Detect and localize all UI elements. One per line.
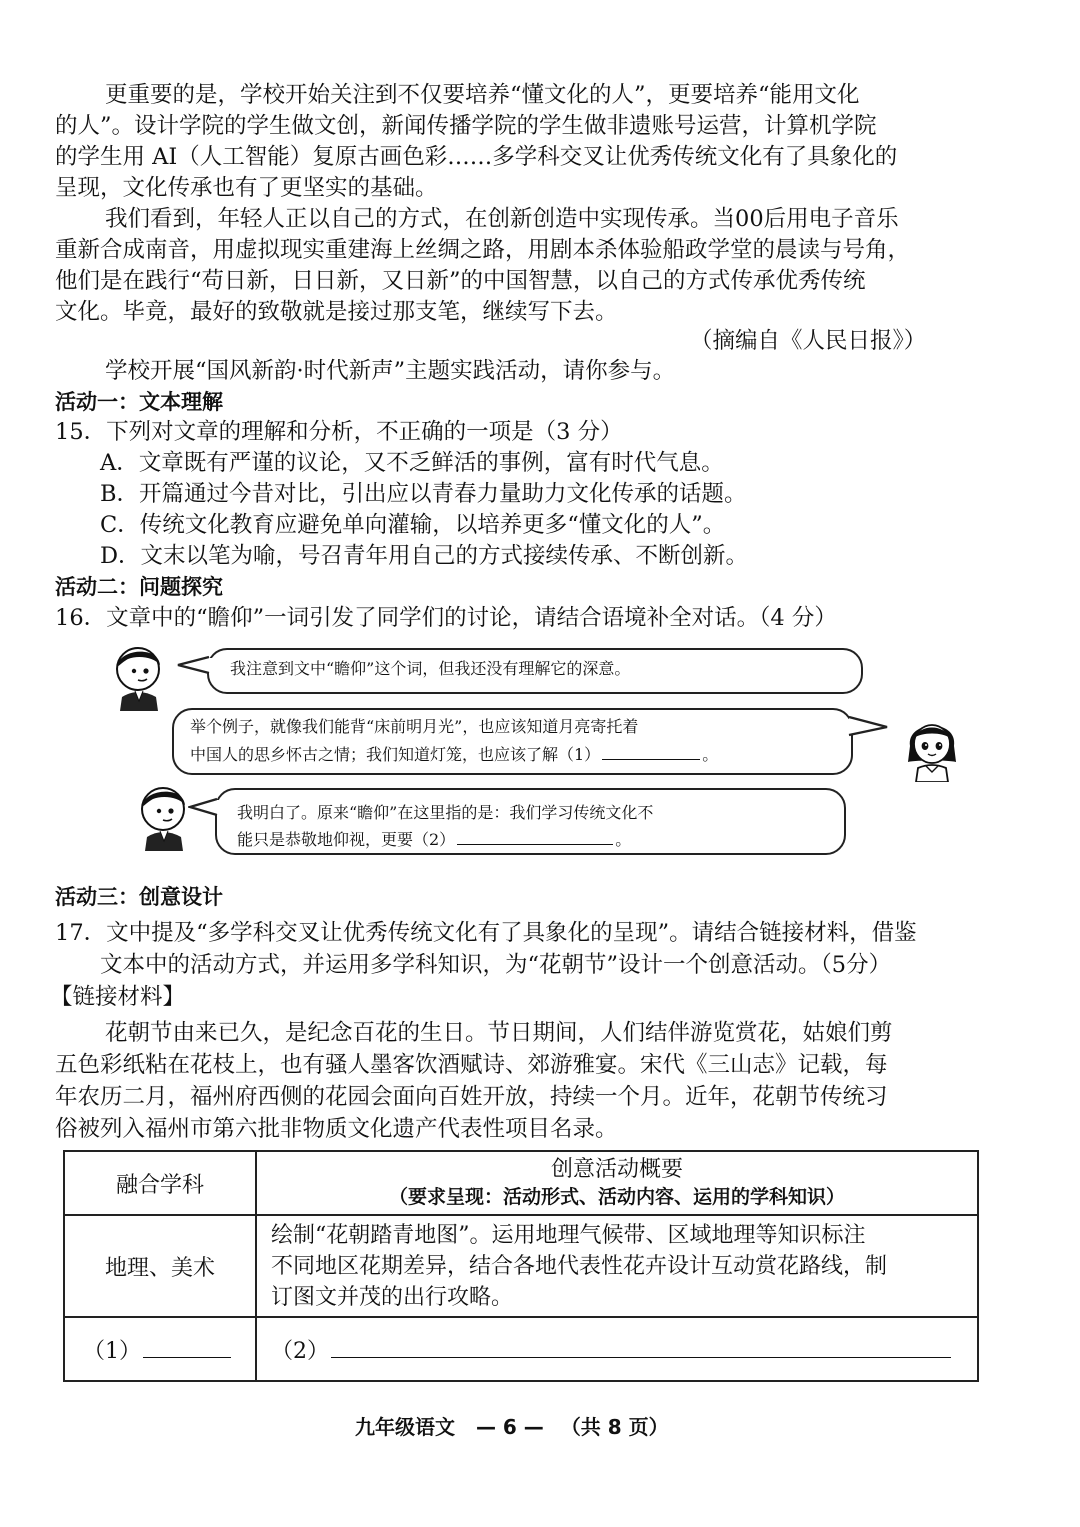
dialog-line xyxy=(190,741,718,767)
question-17: 文本中的活动方式，并运用多学科知识，为“花朝节”设计一个创意活动。（5分） xyxy=(100,952,892,978)
article-line: 他们是在践行“苟日新，日日新，又日新”的中国智慧，以自己的方式传承优秀传统 xyxy=(55,268,866,294)
footer-subject: 九年级语文 xyxy=(355,1415,455,1439)
dialog-line: 我明白了。原来“瞻仰”在这里指的是：我们学习传统文化不 xyxy=(237,803,654,822)
link-material-heading: 【链接材料】 xyxy=(50,984,186,1010)
row-description: （2） xyxy=(256,1317,978,1381)
question-16: 16．文章中的“瞻仰”一词引发了同学们的讨论，请结合语境补全对话。（4 分） xyxy=(55,605,837,631)
answer-blank-3[interactable] xyxy=(143,1339,231,1358)
table-header-subject: 融合学科 xyxy=(64,1151,256,1215)
article-line: 的人”。设计学院的学生做文创，新闻传播学院的学生做非遗账号运营，计算机学院 xyxy=(55,113,877,139)
article-line: 更重要的是，学校开始关注到不仅要培养“懂文化的人”，更要培养“能用文化 xyxy=(105,82,860,108)
question-15: 15．下列对文章的理解和分析，不正确的一项是（3 分） xyxy=(55,419,623,445)
table-row xyxy=(64,1215,978,1317)
material-line: 花朝节由来已久，是纪念百花的生日。节日期间，人们结伴游览赏花，姑娘们剪 xyxy=(105,1020,893,1046)
answer-blank-2[interactable] xyxy=(457,826,613,845)
material-line: 五色彩纸粘在花枝上，也有骚人墨客饮酒赋诗、郊游雅宴。宋代《三山志》记载，每 xyxy=(55,1052,888,1078)
article-line: 的学生用 AI（人工智能）复原古画色彩……多学科交叉让优秀传统文化有了具象化的 xyxy=(55,144,898,170)
material-line: 年农历二月，福州府西侧的花园会面向百姓开放，持续一个月。近年，花朝节传统习 xyxy=(55,1084,888,1110)
answer-blank-4[interactable] xyxy=(331,1339,951,1358)
footer-total: （共 8 页） xyxy=(560,1415,669,1439)
dialog-line xyxy=(237,826,631,852)
activity1-heading: 活动一：文本理解 xyxy=(55,390,223,414)
footer-page: — 6 — xyxy=(475,1415,544,1439)
dialog-text: 能只是恭敬地仰视，更要（2） xyxy=(237,830,456,849)
boy-avatar-icon xyxy=(108,643,170,711)
dialog-text: 中国人的思乡怀古之情；我们知道灯笼，也应该了解（1） xyxy=(190,745,601,764)
bubble-tail xyxy=(176,655,212,677)
activity-design-table xyxy=(63,1150,979,1382)
article-line: 重新合成南音，用虚拟现实重建海上丝绸之路，用剧本杀体验船政学堂的晨读与号角， xyxy=(55,237,911,263)
activity-intro: 学校开展“国风新韵·时代新声”主题实践活动，请你参与。 xyxy=(105,358,676,384)
table-header-summary: 创意活动概要 （要求呈现：活动形式、活动内容、运用的学科知识） xyxy=(256,1151,978,1215)
girl-avatar-icon xyxy=(900,712,964,782)
activity3-heading: 活动三：创意设计 xyxy=(55,885,223,909)
activity2-heading: 活动二：问题探究 xyxy=(55,575,223,599)
option-b: B．开篇通过今昔对比，引出应以青春力量助力文化传承的话题。 xyxy=(100,481,747,507)
row-subject: （1） xyxy=(64,1317,256,1381)
option-a: A．文章既有严谨的议论，又不乏鲜活的事例，富有时代气息。 xyxy=(100,450,724,476)
dialog-line: 举个例子，就像我们能背“床前明月光”，也应该知道月亮寄托着 xyxy=(190,717,639,736)
row-subject: 地理、美术 xyxy=(64,1215,256,1317)
option-c: C．传统文化教育应避免单向灌输，以培养更多“懂文化的人”。 xyxy=(100,512,726,538)
row-description: 绘制“花朝踏青地图”。运用地理气候带、区域地理等知识标注 不同地区花期差异，结合各地代表性花卉设计互动赏花路线，制 订图文并茂的出行攻略。 xyxy=(256,1215,978,1317)
article-line: 文化。毕竟，最好的致敬就是接过那支笔，继续写下去。 xyxy=(55,299,618,325)
option-d: D．文末以笔为喻，号召青年用自己的方式接续传承、不断创新。 xyxy=(100,543,749,569)
bubble-tail xyxy=(846,715,890,739)
dialog-text: 。 xyxy=(615,830,632,849)
article-line: 呈现，文化传承也有了更坚实的基础。 xyxy=(55,175,438,201)
article-line: 我们看到，年轻人正以自己的方式，在创新创造中实现传承。当00后用电子音乐 xyxy=(105,206,899,232)
question-17: 17．文中提及“多学科交叉让优秀传统文化有了具象化的呈现”。请结合链接材料，借鉴 xyxy=(55,920,917,946)
material-line: 俗被列入福州市第六批非物质文化遗产代表性项目名录。 xyxy=(55,1116,618,1142)
bubble-tail xyxy=(188,797,220,819)
boy-avatar-icon xyxy=(133,783,195,851)
table-row xyxy=(64,1317,978,1381)
article-source: （摘编自《人民日报》） xyxy=(690,328,927,354)
answer-blank-1[interactable] xyxy=(602,741,700,760)
dialog-line: 我注意到文中“瞻仰”这个词，但我还没有理解它的深意。 xyxy=(230,659,631,678)
footer xyxy=(355,1412,669,1442)
dialog-text: 。 xyxy=(702,745,719,764)
